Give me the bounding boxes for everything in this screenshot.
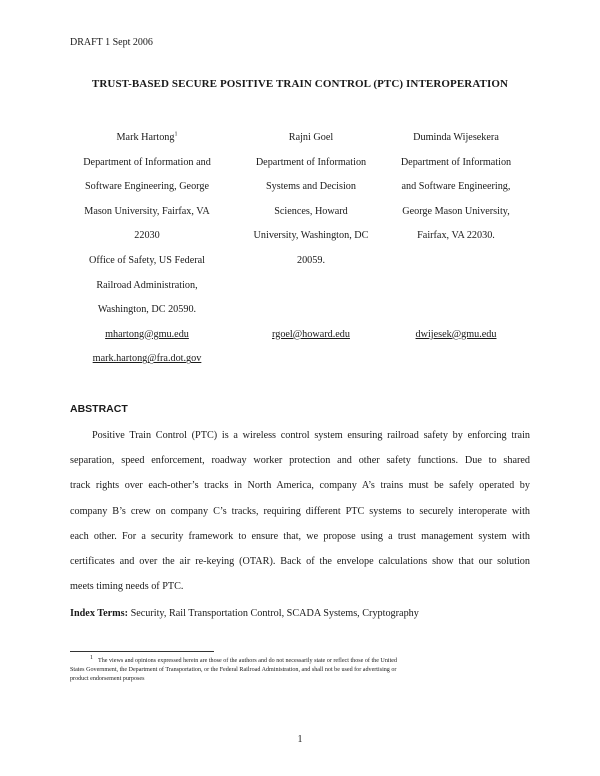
author-name: Mark Hartong$^1$ [116,131,178,143]
footnote-line: product endorsement purposes [70,676,145,683]
author-affiliation-line: Department of Information and [83,156,211,168]
author-email-link[interactable]: rgoel@howard.edu [272,328,350,340]
abstract-line: company B’s crew on company C’s tracks, requiring different PTC systems to securely interoperate with [70,505,530,517]
abstract-line: meets timing needs of PTC. [70,581,184,593]
author-name: Rajni Goel [288,132,334,143]
draft-header: DRAFT 1 Sept 2006 [70,37,153,48]
page-number: 1 [297,734,303,745]
author-wijesekera [388,126,524,347]
author-affiliation-line: Systems and Decision [266,181,356,193]
author-affiliation-line: Railroad Administration, [96,279,198,291]
index-terms-label: Index Terms: [70,608,129,619]
abstract-body [70,423,530,599]
abstract-line: Positive Train Control (PTC) is a wireless control system ensuring railroad safety by enforcing train [92,430,530,441]
author-affiliation-line: Office of Safety, US Federal [89,254,205,266]
author-affiliation-line: Washington, DC 20590. [97,304,197,316]
footnote-line: 1The views and opinions expressed herein are those of the authors and do not necessarily state or reflect those of the United [90,655,398,665]
author-goel [242,126,380,347]
abstract-line: separation, speed enforcement, roadway worker protection and other safety functions. Due to shared [70,455,530,467]
author-affiliation-line: University, Washington, DC [253,230,369,242]
author-email-link[interactable]: dwijesek@gmu.edu [415,328,497,340]
index-terms-value: Security, Rail Transportation Control, SCADA Systems, Cryptography [130,608,419,619]
author-name: Duminda Wijesekera [413,132,499,143]
footnote [70,654,530,684]
author-affiliation-line: Sciences, Howard [274,205,348,217]
author-affiliation-line: Department of Information [255,156,367,168]
index-terms [70,608,419,619]
author-hartong [66,126,228,372]
author-affiliation-line: Fairfax, VA 22030. [417,230,495,242]
author-affiliation-line: Mason University, Fairfax, VA [84,205,210,217]
author-email-link[interactable]: mhartong@gmu.edu [105,328,189,340]
footnote-marker[interactable]: 1 [174,131,178,138]
author-affiliation-line: and Software Engineering, [401,181,511,193]
footnote-line: States Government, the Department of Transportation, or the Federal Railroad Administration, and shall not be used for advertising or [70,667,397,674]
author-affiliation-line: George Mason University, [402,205,510,217]
author-affiliation-line: Software Engineering, George [84,181,209,193]
abstract-line: each other. For a security framework to ensure that, we propose using a trust management system with [70,530,530,542]
author-email-link[interactable]: mark.hartong@fra.dot.gov [92,353,202,365]
paper-title: TRUST-BASED SECURE POSITIVE TRAIN CONTROL (PTC) INTEROPERATION [91,78,509,90]
abstract-line: track rights over each-other’s tracks in North America, company A’s trains must be safely operated by [70,480,530,492]
author-block [70,126,530,376]
abstract-heading: ABSTRACT [70,403,128,415]
author-affiliation-line: 20059. [296,254,325,266]
abstract-line: certificates and over the air re-keying (OTAR). Back of the envelope calculations show that our solution [70,556,530,568]
author-affiliation-line: 22030 [134,230,160,242]
footnote-number: 1 [90,655,93,661]
footnote-divider [70,651,214,652]
author-affiliation-line: Department of Information [400,156,512,168]
